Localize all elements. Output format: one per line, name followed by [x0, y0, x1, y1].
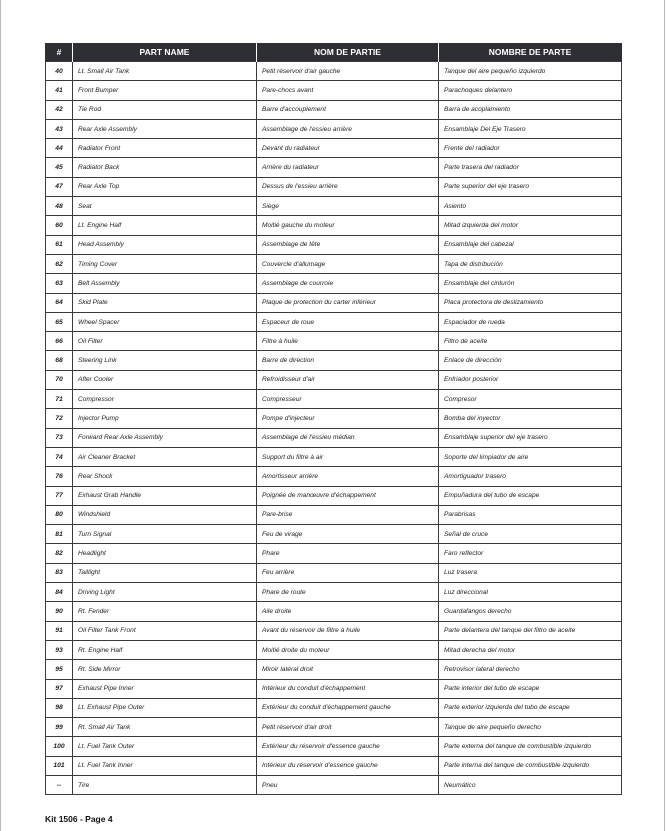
- part-name-en: Oil Filter: [73, 332, 257, 351]
- part-name-en: Compressor: [73, 390, 257, 409]
- table-row: [46, 698, 622, 717]
- part-number: 70: [46, 370, 73, 389]
- part-name-fr: Siège: [257, 197, 439, 216]
- part-name-en: Radiator Back: [73, 158, 257, 177]
- table-row: [46, 390, 622, 409]
- part-name-es: Neumático: [439, 775, 622, 794]
- part-name-es: Empuñadura del tubo de escape: [439, 486, 622, 505]
- part-name-es: Compresor: [439, 390, 622, 409]
- page-edge-right: [664, 0, 665, 831]
- part-name-es: Parte superior del eje trasero: [439, 177, 622, 196]
- part-name-fr: Assemblage de courroie: [257, 274, 439, 293]
- table-row: [46, 505, 622, 524]
- page-footer: Kit 1506 - Page 4: [45, 814, 113, 824]
- table-row: [46, 409, 622, 428]
- part-number: 97: [46, 679, 73, 698]
- part-number: 76: [46, 467, 73, 486]
- part-name-es: Luz direccional: [439, 583, 622, 602]
- part-name-es: Ensamblaje Del Eje Trasero: [439, 119, 622, 138]
- part-number: 64: [46, 293, 73, 312]
- part-name-en: Rt. Small Air Tank: [73, 718, 257, 737]
- part-name-en: Timing Cover: [73, 254, 257, 273]
- part-name-fr: Feu de virage: [257, 525, 439, 544]
- part-name-es: Soporte del limpiador de aire: [439, 447, 622, 466]
- part-name-en: Rt. Side Mirror: [73, 660, 257, 679]
- part-name-en: Rt. Engine Half: [73, 640, 257, 659]
- part-name-en: Exhaust Pipe Inner: [73, 679, 257, 698]
- part-name-fr: Amortisseur arrière: [257, 467, 439, 486]
- table-row: [46, 332, 622, 351]
- table-row: [46, 370, 622, 389]
- table-row: [46, 756, 622, 775]
- part-name-es: Barra de acoplamiento: [439, 100, 622, 119]
- part-name-es: Espaciador de rueda: [439, 312, 622, 331]
- part-name-es: Parte trasera del radiador: [439, 158, 622, 177]
- part-name-fr: Feu arrière: [257, 563, 439, 582]
- part-number: 66: [46, 332, 73, 351]
- part-name-fr: Barre de direction: [257, 351, 439, 370]
- table-row: [46, 100, 622, 119]
- part-number: 43: [46, 119, 73, 138]
- part-name-en: Driving Light: [73, 583, 257, 602]
- table-row: [46, 197, 622, 216]
- part-name-en: Radiator Front: [73, 139, 257, 158]
- part-name-en: Skid Plate: [73, 293, 257, 312]
- table-row: [46, 235, 622, 254]
- part-name-es: Guardafangos derecho: [439, 602, 622, 621]
- parts-table-body: [46, 62, 622, 795]
- part-number: 73: [46, 428, 73, 447]
- part-number: 90: [46, 602, 73, 621]
- part-number: 100: [46, 737, 73, 756]
- part-name-fr: Phare: [257, 544, 439, 563]
- part-name-en: Lt. Fuel Tank Inner: [73, 756, 257, 775]
- table-row: [46, 602, 622, 621]
- part-number: 83: [46, 563, 73, 582]
- part-name-es: Asiento: [439, 197, 622, 216]
- part-number: 95: [46, 660, 73, 679]
- part-name-es: Amortiguador trasero: [439, 467, 622, 486]
- part-name-es: Mitad derecha del motor: [439, 640, 622, 659]
- part-number: 40: [46, 62, 73, 81]
- part-number: 44: [46, 139, 73, 158]
- part-name-en: Lt. Fuel Tank Outer: [73, 737, 257, 756]
- part-name-en: Exhaust Grab Handle: [73, 486, 257, 505]
- part-name-en: Forward Rear Axle Assembly: [73, 428, 257, 447]
- part-name-en: Lt. Exhaust Pipe Outer: [73, 698, 257, 717]
- part-number: 47: [46, 177, 73, 196]
- part-name-es: Bomba del inyector: [439, 409, 622, 428]
- header-nombre-de-parte: NOMBRE DE PARTE: [439, 43, 622, 62]
- table-header-row: [46, 43, 622, 62]
- part-number: 45: [46, 158, 73, 177]
- part-name-en: After Cooler: [73, 370, 257, 389]
- part-number: 82: [46, 544, 73, 563]
- part-name-en: Turn Signal: [73, 525, 257, 544]
- table-row: [46, 621, 622, 640]
- part-name-fr: Phare de route: [257, 583, 439, 602]
- part-name-es: Señal de cruce: [439, 525, 622, 544]
- part-number: 72: [46, 409, 73, 428]
- part-number: 60: [46, 216, 73, 235]
- table-row: [46, 216, 622, 235]
- table-row: [46, 62, 622, 81]
- table-row: [46, 563, 622, 582]
- table-row: [46, 660, 622, 679]
- part-name-en: Rear Shock: [73, 467, 257, 486]
- part-name-es: Retrovisor lateral derecho: [439, 660, 622, 679]
- table-row: [46, 177, 622, 196]
- part-name-es: Ensamblaje del cabezal: [439, 235, 622, 254]
- header-part-name: PART NAME: [73, 43, 257, 62]
- table-row: [46, 293, 622, 312]
- part-name-en: Oil Filter Tank Front: [73, 621, 257, 640]
- part-name-es: Enfriador posterior: [439, 370, 622, 389]
- part-name-en: Head Assembly: [73, 235, 257, 254]
- part-number: 68: [46, 351, 73, 370]
- part-name-es: Parachoques delantero: [439, 81, 622, 100]
- part-name-es: Enlace de dirección: [439, 351, 622, 370]
- table-row: [46, 544, 622, 563]
- part-name-fr: Pompe d'injecteur: [257, 409, 439, 428]
- table-row: [46, 718, 622, 737]
- part-name-en: Tire: [73, 775, 257, 794]
- part-name-en: Seat: [73, 197, 257, 216]
- table-row: [46, 679, 622, 698]
- part-name-es: Ensamblaje del cinturón: [439, 274, 622, 293]
- table-row: [46, 351, 622, 370]
- part-name-fr: Support du filtre à air: [257, 447, 439, 466]
- part-name-es: Parte interior del tubo de escape: [439, 679, 622, 698]
- part-name-fr: Extérieur du réservoir d'essence gauche: [257, 737, 439, 756]
- part-number: 77: [46, 486, 73, 505]
- table-row: [46, 525, 622, 544]
- part-name-en: Steering Link: [73, 351, 257, 370]
- part-name-en: Tie Rod: [73, 100, 257, 119]
- part-name-fr: Espaceur de roue: [257, 312, 439, 331]
- table-row: [46, 158, 622, 177]
- part-name-es: Luz trasera: [439, 563, 622, 582]
- part-name-es: Parte delantera del tanque del filtro de aceite: [439, 621, 622, 640]
- parts-table: [45, 43, 622, 795]
- part-name-fr: Couvercle d'allumage: [257, 254, 439, 273]
- part-number: 80: [46, 505, 73, 524]
- part-name-fr: Moitié gauche du moteur: [257, 216, 439, 235]
- part-name-fr: Compresseur: [257, 390, 439, 409]
- table-row: [46, 254, 622, 273]
- table-row: [46, 486, 622, 505]
- part-name-fr: Plaque de protection du carter inférieur: [257, 293, 439, 312]
- table-row: [46, 312, 622, 331]
- part-name-en: Rear Axle Assembly: [73, 119, 257, 138]
- part-name-en: Lt. Small Air Tank: [73, 62, 257, 81]
- part-number: 42: [46, 100, 73, 119]
- part-name-fr: Pneu: [257, 775, 439, 794]
- part-name-es: Tanque del aire pequeño izquierdo: [439, 62, 622, 81]
- part-name-fr: Miroir latéral droit: [257, 660, 439, 679]
- part-name-fr: Extérieur du conduit d'échappement gauche: [257, 698, 439, 717]
- part-name-en: Taillight: [73, 563, 257, 582]
- part-name-es: Parte interna del tanque de combustible izquierdo: [439, 756, 622, 775]
- part-name-en: Belt Assembly: [73, 274, 257, 293]
- part-name-fr: Moitié droite du moteur: [257, 640, 439, 659]
- part-name-es: Mitad izquierda del motor: [439, 216, 622, 235]
- header-nom-de-partie: NOM DE PARTIE: [257, 43, 439, 62]
- part-name-en: Injector Pump: [73, 409, 257, 428]
- part-name-en: Rear Axle Top: [73, 177, 257, 196]
- part-name-fr: Devant du radiateur: [257, 139, 439, 158]
- part-number: 63: [46, 274, 73, 293]
- part-number: 93: [46, 640, 73, 659]
- table-row: [46, 467, 622, 486]
- table-row: [46, 737, 622, 756]
- part-name-fr: Pare-chocs avant: [257, 81, 439, 100]
- table-row: [46, 274, 622, 293]
- part-name-en: Air Cleaner Bracket: [73, 447, 257, 466]
- part-name-en: Rt. Fender: [73, 602, 257, 621]
- part-name-fr: Petit réservoir d'air gauche: [257, 62, 439, 81]
- table-row: [46, 775, 622, 794]
- part-name-fr: Petit réservoir d'air droit: [257, 718, 439, 737]
- part-name-es: Tapa de distribución: [439, 254, 622, 273]
- part-number: 62: [46, 254, 73, 273]
- page-edge-left: [0, 0, 1, 831]
- part-number: --: [46, 775, 73, 794]
- part-name-es: Parabrisas: [439, 505, 622, 524]
- part-name-fr: Avant du réservoir de filtre à huile: [257, 621, 439, 640]
- part-name-es: Parte externa del tanque de combustible izquierdo: [439, 737, 622, 756]
- part-name-fr: Intérieur du réservoir d'essence gauche: [257, 756, 439, 775]
- header-number: #: [46, 43, 73, 62]
- part-name-es: Placa protectora de deslizamiento: [439, 293, 622, 312]
- table-row: [46, 428, 622, 447]
- table-row: [46, 447, 622, 466]
- part-name-es: Tanque de aire pequeño derecho: [439, 718, 622, 737]
- part-name-fr: Aile droite: [257, 602, 439, 621]
- part-number: 99: [46, 718, 73, 737]
- part-name-en: Front Bumper: [73, 81, 257, 100]
- part-number: 74: [46, 447, 73, 466]
- part-name-en: Wheel Spacer: [73, 312, 257, 331]
- part-name-en: Lt. Engine Half: [73, 216, 257, 235]
- part-name-es: Parte exterior izquierda del tubo de escape: [439, 698, 622, 717]
- part-number: 65: [46, 312, 73, 331]
- part-number: 48: [46, 197, 73, 216]
- part-number: 61: [46, 235, 73, 254]
- part-number: 91: [46, 621, 73, 640]
- part-name-fr: Filtre à huile: [257, 332, 439, 351]
- part-name-es: Frente del radiador: [439, 139, 622, 158]
- part-name-fr: Assemblage de l'essieu médian: [257, 428, 439, 447]
- part-name-fr: Poignée de manœuvre d'échappement: [257, 486, 439, 505]
- part-name-en: Windshield: [73, 505, 257, 524]
- part-number: 41: [46, 81, 73, 100]
- part-name-fr: Barre d'accouplement: [257, 100, 439, 119]
- part-name-es: Faro reflector: [439, 544, 622, 563]
- table-row: [46, 583, 622, 602]
- part-name-fr: Assemblage de tête: [257, 235, 439, 254]
- part-number: 98: [46, 698, 73, 717]
- part-name-en: Headlight: [73, 544, 257, 563]
- table-row: [46, 81, 622, 100]
- part-number: 101: [46, 756, 73, 775]
- part-name-fr: Refroidisseur d'air: [257, 370, 439, 389]
- part-number: 84: [46, 583, 73, 602]
- part-name-fr: Intérieur du conduit d'échappement: [257, 679, 439, 698]
- part-name-es: Filtro de aceite: [439, 332, 622, 351]
- table-row: [46, 640, 622, 659]
- part-name-fr: Arrière du radiateur: [257, 158, 439, 177]
- table-row: [46, 139, 622, 158]
- part-number: 81: [46, 525, 73, 544]
- part-name-es: Ensamblaje superior del eje trasero: [439, 428, 622, 447]
- part-name-fr: Dessus de l'essieu arrière: [257, 177, 439, 196]
- table-row: [46, 119, 622, 138]
- part-name-fr: Pare-brise: [257, 505, 439, 524]
- part-name-fr: Assemblage de l'essieu arrière: [257, 119, 439, 138]
- part-number: 71: [46, 390, 73, 409]
